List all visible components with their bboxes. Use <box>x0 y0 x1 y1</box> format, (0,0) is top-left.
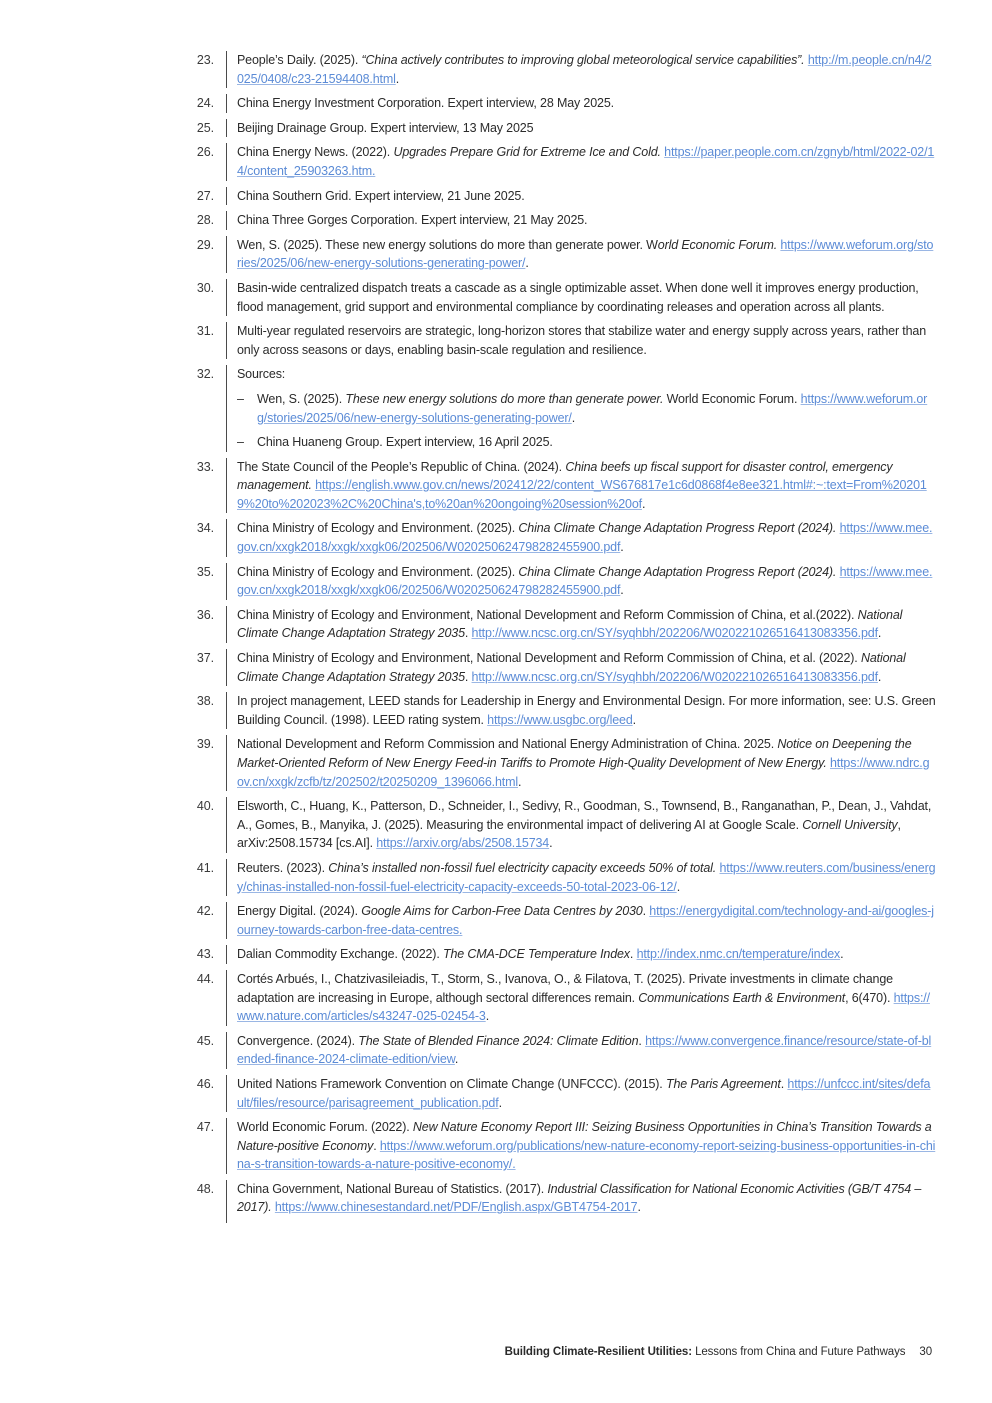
sub-item-text <box>257 433 936 452</box>
reference-link[interactable]: https://www.usgbc.org/leed <box>487 712 633 727</box>
reference-text: Convergence. (2024). <box>237 1033 359 1048</box>
reference-text: . <box>498 1095 502 1110</box>
reference-text: . <box>840 947 844 962</box>
reference-text: . <box>877 626 882 641</box>
reference-divider-line <box>226 94 227 113</box>
reference-link[interactable]: https://www.reuters.com/business/energy/chinas-installed-non-fossil-fuel-electricity-capacity-exceeds-50-total-2023-06-12/ <box>237 860 936 894</box>
reference-italic-text: China Climate Change Adaptation Progress Report (2024). <box>518 521 837 536</box>
reference-body <box>237 735 940 791</box>
reference-item <box>190 563 940 600</box>
reference-text: China Huaneng Group. Expert interview, 16 April 2025. <box>257 435 553 450</box>
reference-text: . <box>549 836 553 851</box>
reference-item <box>190 236 940 273</box>
reference-text: . <box>620 540 624 555</box>
reference-text: . <box>642 904 650 919</box>
reference-text: . <box>464 626 472 641</box>
reference-text: . <box>571 410 576 425</box>
reference-divider-line <box>226 1032 227 1069</box>
reference-number: 48. <box>196 1181 214 1196</box>
reference-divider-line <box>226 692 227 729</box>
reference-item <box>190 322 940 359</box>
reference-link[interactable]: http://www.ncsc.org.cn/SY/syqhbh/202206/W020221026516413083356.pdf <box>471 669 878 684</box>
reference-number: 24. <box>196 96 214 111</box>
reference-body <box>237 279 940 316</box>
reference-divider-line <box>226 143 227 180</box>
reference-text: Wen, S. (2025). <box>257 391 346 406</box>
reference-text: , arXiv:2508.15734 [cs.AI]. <box>237 817 901 851</box>
reference-divider-line <box>226 279 227 316</box>
reference-italic-text: China beefs up fiscal support for disaster control, emergency management. <box>237 459 893 493</box>
reference-link[interactable]: http://www.ncsc.org.cn/SY/syqhbh/202206/W020221026516413083356.pdf <box>471 626 878 641</box>
reference-text: . <box>373 1138 380 1153</box>
reference-italic-text: orld Economic Forum. <box>657 237 778 252</box>
reference-text: . <box>525 256 529 271</box>
reference-divider-line <box>226 1075 227 1112</box>
reference-number: 32. <box>196 367 214 382</box>
reference-item <box>190 859 940 896</box>
reference-link[interactable]: https://www.weforum.org/publications/new-nature-economy-report-seizing-business-opportunities-in-china-s-transition-towards-a-nature-positive-economy/. <box>237 1138 936 1172</box>
reference-text: China Ministry of Ecology and Environment. (2025). <box>237 564 519 579</box>
reference-item <box>190 211 940 230</box>
reference-italic-text: Cornell University <box>802 817 898 832</box>
reference-item <box>190 119 940 138</box>
reference-divider-line <box>226 606 227 643</box>
reference-item <box>190 797 940 853</box>
reference-text: . <box>637 1200 641 1215</box>
reference-item <box>190 606 940 643</box>
sub-item-dash: – <box>237 391 244 406</box>
reference-text: . <box>877 669 882 684</box>
reference-body <box>237 859 940 896</box>
reference-link[interactable]: https://unfccc.int/sites/default/files/resource/parisagreement_publication.pdf <box>237 1076 931 1110</box>
reference-body <box>237 1032 940 1069</box>
reference-text: . <box>676 879 681 894</box>
reference-body <box>237 970 940 1026</box>
reference-number: 37. <box>196 651 214 666</box>
reference-divider-line <box>226 970 227 1026</box>
reference-text: Beijing Drainage Group. Expert interview, 13 May 2025 <box>237 120 534 135</box>
reference-body <box>237 1075 940 1112</box>
reference-item <box>190 649 940 686</box>
reference-number: 38. <box>196 694 214 709</box>
reference-divider-line <box>226 458 227 514</box>
reference-number: 41. <box>196 860 214 875</box>
reference-text: . <box>780 1076 788 1091</box>
reference-divider-line <box>226 119 227 138</box>
reference-divider-line <box>226 236 227 273</box>
reference-text: China Ministry of Ecology and Environment. (2025). <box>237 521 519 536</box>
page-number: 30 <box>919 1346 932 1358</box>
reference-link[interactable]: https://energydigital.com/technology-and-ai/googles-journey-towards-carbon-free-data-centres. <box>237 904 934 937</box>
reference-divider-line <box>226 51 227 88</box>
reference-italic-text: These new energy solutions do more than generate power. <box>345 391 664 406</box>
reference-italic-text: Notice on Deepening the Market-Oriented Reform of New Energy Feed-in Tariffs to Promote High-Quality Development of New Energy. <box>237 737 912 770</box>
reference-italic-text: Google Aims for Carbon-Free Data Centres by 2030 <box>361 904 643 919</box>
reference-sub-item <box>237 390 936 427</box>
reference-text: Wen, S. (2025). These new energy solutions do more than generate power. W <box>237 237 658 252</box>
reference-text: China Ministry of Ecology and Environment, National Development and Reform Commission of China, et al. (2022). <box>237 651 861 666</box>
reference-item <box>190 1118 940 1174</box>
reference-body <box>237 236 940 273</box>
reference-divider-line <box>226 797 227 853</box>
reference-number: 39. <box>196 737 214 752</box>
reference-body <box>237 902 940 939</box>
reference-text: . <box>517 774 522 789</box>
reference-text: Energy Digital. (2024). <box>237 904 362 919</box>
reference-divider-line <box>226 649 227 686</box>
page-footer <box>505 1346 932 1358</box>
reference-body <box>237 649 940 686</box>
reference-divider-line <box>226 187 227 206</box>
reference-italic-text: Industrial Classification for National Economic Activities (GB/T 4754 – 2017). <box>237 1181 922 1215</box>
reference-number: 23. <box>196 53 214 67</box>
reference-item <box>190 519 940 556</box>
reference-divider-line <box>226 563 227 600</box>
reference-body <box>237 945 940 964</box>
reference-divider-line <box>226 365 227 451</box>
reference-divider-line <box>226 322 227 359</box>
reference-text: Sources: <box>237 367 286 382</box>
reference-italic-text: China Climate Change Adaptation Progress Report (2024). <box>518 564 837 579</box>
reference-body <box>237 143 940 180</box>
reference-divider-line <box>226 519 227 556</box>
reference-item <box>190 187 940 206</box>
reference-body <box>237 1180 940 1217</box>
reference-divider-line <box>226 211 227 230</box>
reference-text: . <box>464 669 472 684</box>
reference-text: . <box>620 583 624 598</box>
reference-item <box>190 1180 940 1217</box>
reference-link[interactable]: https://paper.people.com.cn/zgnyb/html/2022-02/14/content_25903263.htm. <box>237 145 935 178</box>
reference-divider-line <box>226 735 227 791</box>
reference-text: Basin-wide centralized dispatch treats a cascade as a single optimizable asset. When done well it improves energy production, flood management, grid support and environmental compliance by coordinating releases and operation across all plants. <box>237 280 919 314</box>
reference-link[interactable]: https://www.nature.com/articles/s43247-025-02454-3 <box>237 990 930 1024</box>
reference-item <box>190 692 940 729</box>
reference-number: 46. <box>196 1076 214 1091</box>
reference-text: . <box>485 1009 490 1024</box>
reference-number: 47. <box>196 1120 214 1135</box>
reference-divider-line <box>226 1180 227 1223</box>
reference-link[interactable]: https://www.weforum.org/stories/2025/06/new-energy-solutions-generating-power/ <box>257 391 928 425</box>
reference-link[interactable]: https://arxiv.org/abs/2508.15734 <box>376 836 550 851</box>
reference-body <box>237 187 940 206</box>
reference-link[interactable]: https://www.mee.gov.cn/xxgk2018/xxgk/xxgk06/202506/W020250624798282455900.pdf <box>237 521 933 555</box>
reference-divider-line <box>226 902 227 939</box>
reference-body <box>237 797 940 853</box>
reference-item <box>190 945 940 964</box>
reference-item <box>190 458 940 514</box>
reference-text: Elsworth, C., Huang, K., Patterson, D., Schneider, I., Sedivy, R., Goodman, S., Townsend, B., Ranganathan, P., Dean, J., Vahdat, A., Gomes, B., Manyika, J. (2025). Measuring the environmental impact of delivering AI at Google Scale. <box>237 799 932 832</box>
reference-link[interactable]: http://m.people.cn/n4/2025/0408/c23-21594408.html <box>237 53 932 86</box>
reference-sub-item <box>237 433 936 452</box>
reference-body <box>237 119 940 138</box>
reference-text: China Energy News. (2022). <box>237 145 394 160</box>
reference-number: 42. <box>196 904 214 919</box>
reference-text: . <box>454 1052 459 1067</box>
reference-text: . <box>641 496 646 511</box>
reference-item <box>190 735 940 791</box>
reference-text: China Energy Investment Corporation. Expert interview, 28 May 2025. <box>237 96 614 111</box>
reference-number: 30. <box>196 280 214 295</box>
reference-text: World Economic Forum. (2022). <box>237 1120 413 1135</box>
reference-italic-text: Communications Earth & Environment <box>638 990 846 1005</box>
reference-item <box>190 1075 940 1112</box>
reference-text: . <box>638 1033 646 1048</box>
reference-item <box>190 279 940 316</box>
reference-link[interactable]: http://index.nmc.cn/temperature/index <box>636 947 841 962</box>
reference-body <box>237 51 940 88</box>
reference-text: , 6(470). <box>845 990 894 1005</box>
reference-number: 26. <box>196 145 214 160</box>
footer-title-bold: Building Climate-Resilient Utilities: <box>504 1346 692 1358</box>
reference-link[interactable]: https://www.chinesestandard.net/PDF/English.aspx/GBT4754-2017 <box>274 1200 638 1215</box>
reference-italic-text: “China actively contributes to improving global meteorological service capabilities”. <box>361 53 805 67</box>
sub-item-text <box>257 390 936 427</box>
reference-italic-text: China’s installed non-fossil fuel electricity capacity exceeds 50% of total. <box>328 860 717 875</box>
reference-item <box>190 94 940 113</box>
reference-link[interactable]: https://www.mee.gov.cn/xxgk2018/xxgk/xxgk06/202506/W020250624798282455900.pdf <box>237 564 933 598</box>
reference-text: . <box>629 947 637 962</box>
reference-divider-line <box>226 1118 227 1174</box>
reference-body <box>237 606 940 643</box>
reference-text: China Southern Grid. Expert interview, 21 June 2025. <box>237 188 525 203</box>
reference-number: 29. <box>196 237 214 252</box>
footer-title-rest: Lessons from China and Future Pathways <box>691 1346 906 1358</box>
reference-text: Dalian Commodity Exchange. (2022). <box>237 947 443 962</box>
reference-body <box>237 458 940 514</box>
reference-text: Cortés Arbués, I., Chatzivasileiadis, T., Storm, S., Ivanova, O., & Filatova, T. (2025). Private investments in climate change adaptation are increasing in Europe, although sectoral differences remain. <box>237 971 893 1005</box>
reference-item <box>190 143 940 180</box>
reference-divider-line <box>226 859 227 896</box>
reference-body <box>237 692 940 729</box>
reference-italic-text: Upgrades Prepare Grid for Extreme Ice and Cold. <box>393 145 661 160</box>
reference-item <box>190 902 940 939</box>
endnotes-list <box>190 51 940 1223</box>
reference-text: National Development and Reform Commission and National Energy Administration of China. 2025. <box>237 737 778 752</box>
reference-number: 40. <box>196 799 214 814</box>
reference-number: 27. <box>196 188 214 203</box>
reference-text: People’s Daily. (2025). <box>237 53 362 67</box>
reference-text: . <box>395 71 400 86</box>
reference-number: 31. <box>196 324 214 339</box>
reference-body <box>237 211 940 230</box>
reference-body <box>237 519 940 556</box>
reference-item <box>190 1032 940 1069</box>
reference-text: The State Council of the People’s Republic of China. (2024). <box>237 459 566 474</box>
reference-italic-text: National Climate Change Adaptation Strategy 2035 <box>237 607 903 641</box>
reference-number: 45. <box>196 1033 214 1048</box>
reference-italic-text: National Climate Change Adaptation Strategy 2035 <box>237 651 906 684</box>
reference-number: 25. <box>196 120 214 135</box>
reference-item <box>190 51 940 88</box>
reference-number: 33. <box>196 459 214 474</box>
reference-link[interactable]: https://www.convergence.finance/resource/state-of-blended-finance-2024-climate-edition/view <box>237 1033 932 1067</box>
reference-item <box>190 970 940 1026</box>
sub-item-dash: – <box>237 435 244 450</box>
reference-number: 35. <box>196 564 214 579</box>
reference-number: 28. <box>196 213 214 228</box>
reference-number: 44. <box>196 971 214 986</box>
reference-italic-text: The Paris Agreement <box>665 1076 781 1091</box>
reference-body <box>237 322 940 359</box>
reference-body <box>237 1118 940 1174</box>
reference-italic-text: New Nature Economy Report III: Seizing Business Opportunities in China’s Transition Towards a Nature-positive Economy <box>237 1120 932 1153</box>
reference-divider-line <box>226 945 227 964</box>
reference-text: . <box>632 712 636 727</box>
reference-italic-text: The CMA-DCE Temperature Index <box>442 947 630 962</box>
reference-body <box>237 365 940 451</box>
reference-text: Reuters. (2023). <box>237 860 329 875</box>
reference-text: China Government, National Bureau of Statistics. (2017). <box>237 1181 548 1196</box>
reference-body <box>237 563 940 600</box>
reference-item <box>190 365 940 451</box>
reference-number: 36. <box>196 607 214 622</box>
reference-link[interactable]: https://www.ndrc.gov.cn/xxgk/zcfb/tz/202502/t20250209_1396066.html <box>237 756 930 789</box>
reference-body <box>237 94 940 113</box>
reference-text: In project management, LEED stands for Leadership in Energy and Environmental Design. For more information, see: U.S. Green Building Council. (1998). LEED rating system. <box>237 694 936 727</box>
reference-link[interactable]: https://www.weforum.org/stories/2025/06/new-energy-solutions-generating-power/ <box>237 237 934 271</box>
reference-number: 34. <box>196 521 214 536</box>
reference-text: United Nations Framework Convention on Climate Change (UNFCCC). (2015). <box>237 1076 666 1091</box>
reference-link[interactable]: https://english.www.gov.cn/news/202412/22/content_WS676817e1c6d0868f4e8ee321.html#:~:text=From%202019%20to%202023%2C%20China's,to%20an%20ongoing%20session%20of <box>237 478 927 511</box>
reference-text: Multi-year regulated reservoirs are strategic, long-horizon stores that stabilize water and energy supply across years, rather than only across seasons or days, enabling basin-scale regulation and resilience. <box>237 324 927 357</box>
reference-text: World Economic Forum. <box>663 391 801 406</box>
reference-italic-text: The State of Blended Finance 2024: Climate Edition <box>358 1033 639 1048</box>
reference-text: China Ministry of Ecology and Environment, National Development and Reform Commission of China, et al.(2022). <box>237 607 858 622</box>
reference-text: China Three Gorges Corporation. Expert interview, 21 May 2025. <box>237 213 588 228</box>
reference-number: 43. <box>196 947 214 962</box>
